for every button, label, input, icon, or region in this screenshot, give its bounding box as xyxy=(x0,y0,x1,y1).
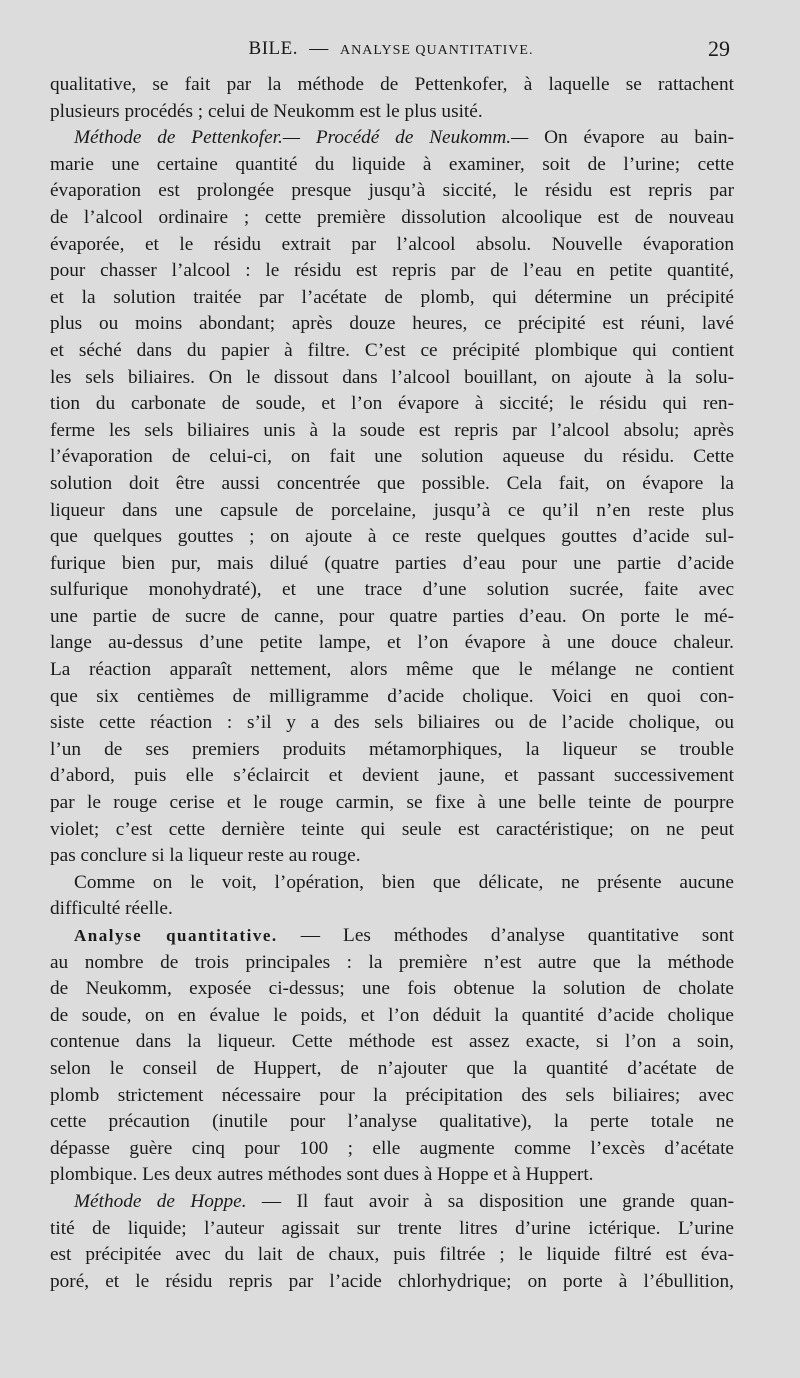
text-line: évaporation est prolongée presque jusqu’à siccité, le résidu est repris par xyxy=(50,180,734,202)
text-line: de Neukomm, exposée ci-dessus; une fois obtenue la solution de cholate xyxy=(50,978,734,1000)
text-line: plusieurs procédés ; celui de Neukomm est le plus usité. xyxy=(50,100,483,122)
text-line: et séché dans du papier à filtre. C’est ce précipité plombique qui contient xyxy=(50,339,734,361)
text-line: solution doit être aussi concentrée que possible. Cela fait, on évapore la xyxy=(50,472,734,494)
section-heading-pettenkofer: Méthode de Pettenkofer.— Procédé de Neukomm.— xyxy=(74,127,529,149)
text-line: tion du carbonate de soude, et l’on évapore à siccité; le résidu qui ren- xyxy=(50,393,734,415)
text-line: au nombre de trois principales : la première n’est autre que la méthode xyxy=(50,951,734,973)
text-line: l’un de ses premiers produits métamorphiques, la liqueur se trouble xyxy=(50,738,734,760)
text-line: d’abord, puis elle s’éclaircit et devient jaune, et passant successivement xyxy=(50,765,734,787)
text-line: Comme on le voit, l’opération, bien que délicate, ne présente aucune xyxy=(74,871,734,893)
text-line: que quelques gouttes ; on ajoute à ce reste quelques gouttes d’acide sul- xyxy=(50,526,734,548)
text-line xyxy=(50,125,734,152)
text-line: furique bien pur, mais dilué (quatre parties d’eau pour une partie d’acide xyxy=(50,552,734,574)
text-line: plus ou moins abondant; après douze heures, ce précipité est réuni, lavé xyxy=(50,313,734,335)
text-line: évaporée, et le résidu extrait par l’alcool absolu. Nouvelle évaporation xyxy=(50,233,734,255)
text-line: plomb strictement nécessaire pour la précipitation des sels biliaires; avec xyxy=(50,1084,734,1106)
text-line: et la solution traitée par l’acétate de plomb, qui détermine un précipité xyxy=(50,286,734,308)
text-line: lange au-dessus d’une petite lampe, et l’on évapore à une douce chaleur. xyxy=(50,632,734,654)
paragraph-analyse-quantitative xyxy=(50,923,734,1189)
text-line: difficulté réelle. xyxy=(50,898,173,920)
text-line: que six centièmes de milligramme d’acide cholique. Voici en quoi con- xyxy=(50,685,734,707)
paragraph-remark xyxy=(50,870,734,923)
text-line: est précipitée avec du lait de chaux, puis filtrée ; le liquide filtré est éva- xyxy=(50,1244,734,1266)
text-line: dépasse guère cinq pour 100 ; elle augmente comme l’excès d’acétate xyxy=(50,1137,734,1159)
text-line-rest: — Les méthodes d’analyse quantitative sont xyxy=(277,925,734,946)
page-header xyxy=(50,36,732,66)
page-number: 29 xyxy=(708,36,730,61)
text-line xyxy=(50,923,734,950)
running-title-main: BILE. xyxy=(248,38,298,59)
text-line: sulfurique monohydraté), et une trace d’une solution sucrée, faite avec xyxy=(50,579,734,601)
text-line: poré, et le résidu repris par l’acide chlorhydrique; on porte à l’ébullition, xyxy=(50,1270,734,1292)
text-line-rest: On évapore au bain- xyxy=(528,127,734,149)
text-line: ferme les sels biliaires unis à la soude est repris par l’alcool absolu; après xyxy=(50,419,734,441)
text-line: selon le conseil de Huppert, de n’ajouter que la quantité d’acétate de xyxy=(50,1057,734,1079)
paragraph-qualitative-end xyxy=(50,72,734,125)
running-title-dash: — xyxy=(309,38,329,59)
text-line: violet; c’est cette dernière teinte qui seule est caractéristique; on ne peut xyxy=(50,818,734,840)
text-line: La réaction apparaît nettement, alors même que le mélange ne contient xyxy=(50,659,734,681)
text-line: une partie de sucre de canne, pour quatre parties d’eau. On porte le mé- xyxy=(50,605,734,627)
section-heading-hoppe: Méthode de Hoppe. xyxy=(74,1190,247,1212)
text-line: de l’alcool ordinaire ; cette première dissolution alcoolique est de nouveau xyxy=(50,206,734,228)
text-line: qualitative, se fait par la méthode de Pettenkofer, à laquelle se rattachent xyxy=(50,74,734,95)
text-line: pour chasser l’alcool : le résidu est repris par de l’eau en petite quantité, xyxy=(50,260,734,282)
text-line: contenue dans la liqueur. Cette méthode est assez exacte, si l’on a soin, xyxy=(50,1031,734,1053)
section-heading-analyse-quantitative: Analyse quantitative. xyxy=(74,926,278,945)
paragraph-hoppe xyxy=(50,1189,734,1295)
text-line: marie une certaine quantité du liquide à examiner, soit de l’urine; cette xyxy=(50,153,734,175)
text-line: pas conclure si la liqueur reste au rouge. xyxy=(50,845,361,867)
text-line: plombique. Les deux autres méthodes sont dues à Hoppe et à Huppert. xyxy=(50,1164,594,1186)
paragraph-pettenkofer xyxy=(50,125,734,870)
text-line: liqueur dans une capsule de porcelaine, jusqu’à ce qu’il n’en reste plus xyxy=(50,499,734,521)
text-line: cette précaution (inutile pour l’analyse qualitative), la perte totale ne xyxy=(50,1111,734,1133)
text-line: siste cette réaction : s’il y a des sels biliaires ou de l’acide cholique, ou xyxy=(50,712,734,734)
text-line: tité de liquide; l’auteur agissait sur trente litres d’urine ictérique. L’urine xyxy=(50,1217,734,1239)
running-title-sub: ANALYSE QUANTITATIVE. xyxy=(340,43,534,58)
text-line-rest: — Il faut avoir à sa disposition une grande quan- xyxy=(246,1190,734,1212)
text-line: l’évaporation de celui-ci, on fait une solution aqueuse du résidu. Cette xyxy=(50,446,734,468)
running-title xyxy=(50,38,732,60)
text-line xyxy=(50,1189,734,1216)
text-line: de soude, on en évalue le poids, et l’on déduit la quantité d’acide cholique xyxy=(50,1004,734,1026)
text-line: par le rouge cerise et le rouge carmin, se fixe à une belle teinte de pourpre xyxy=(50,792,734,814)
body-text xyxy=(50,72,734,1295)
text-line: les sels biliaires. On le dissout dans l’alcool bouillant, on ajoute à la solu- xyxy=(50,366,734,388)
